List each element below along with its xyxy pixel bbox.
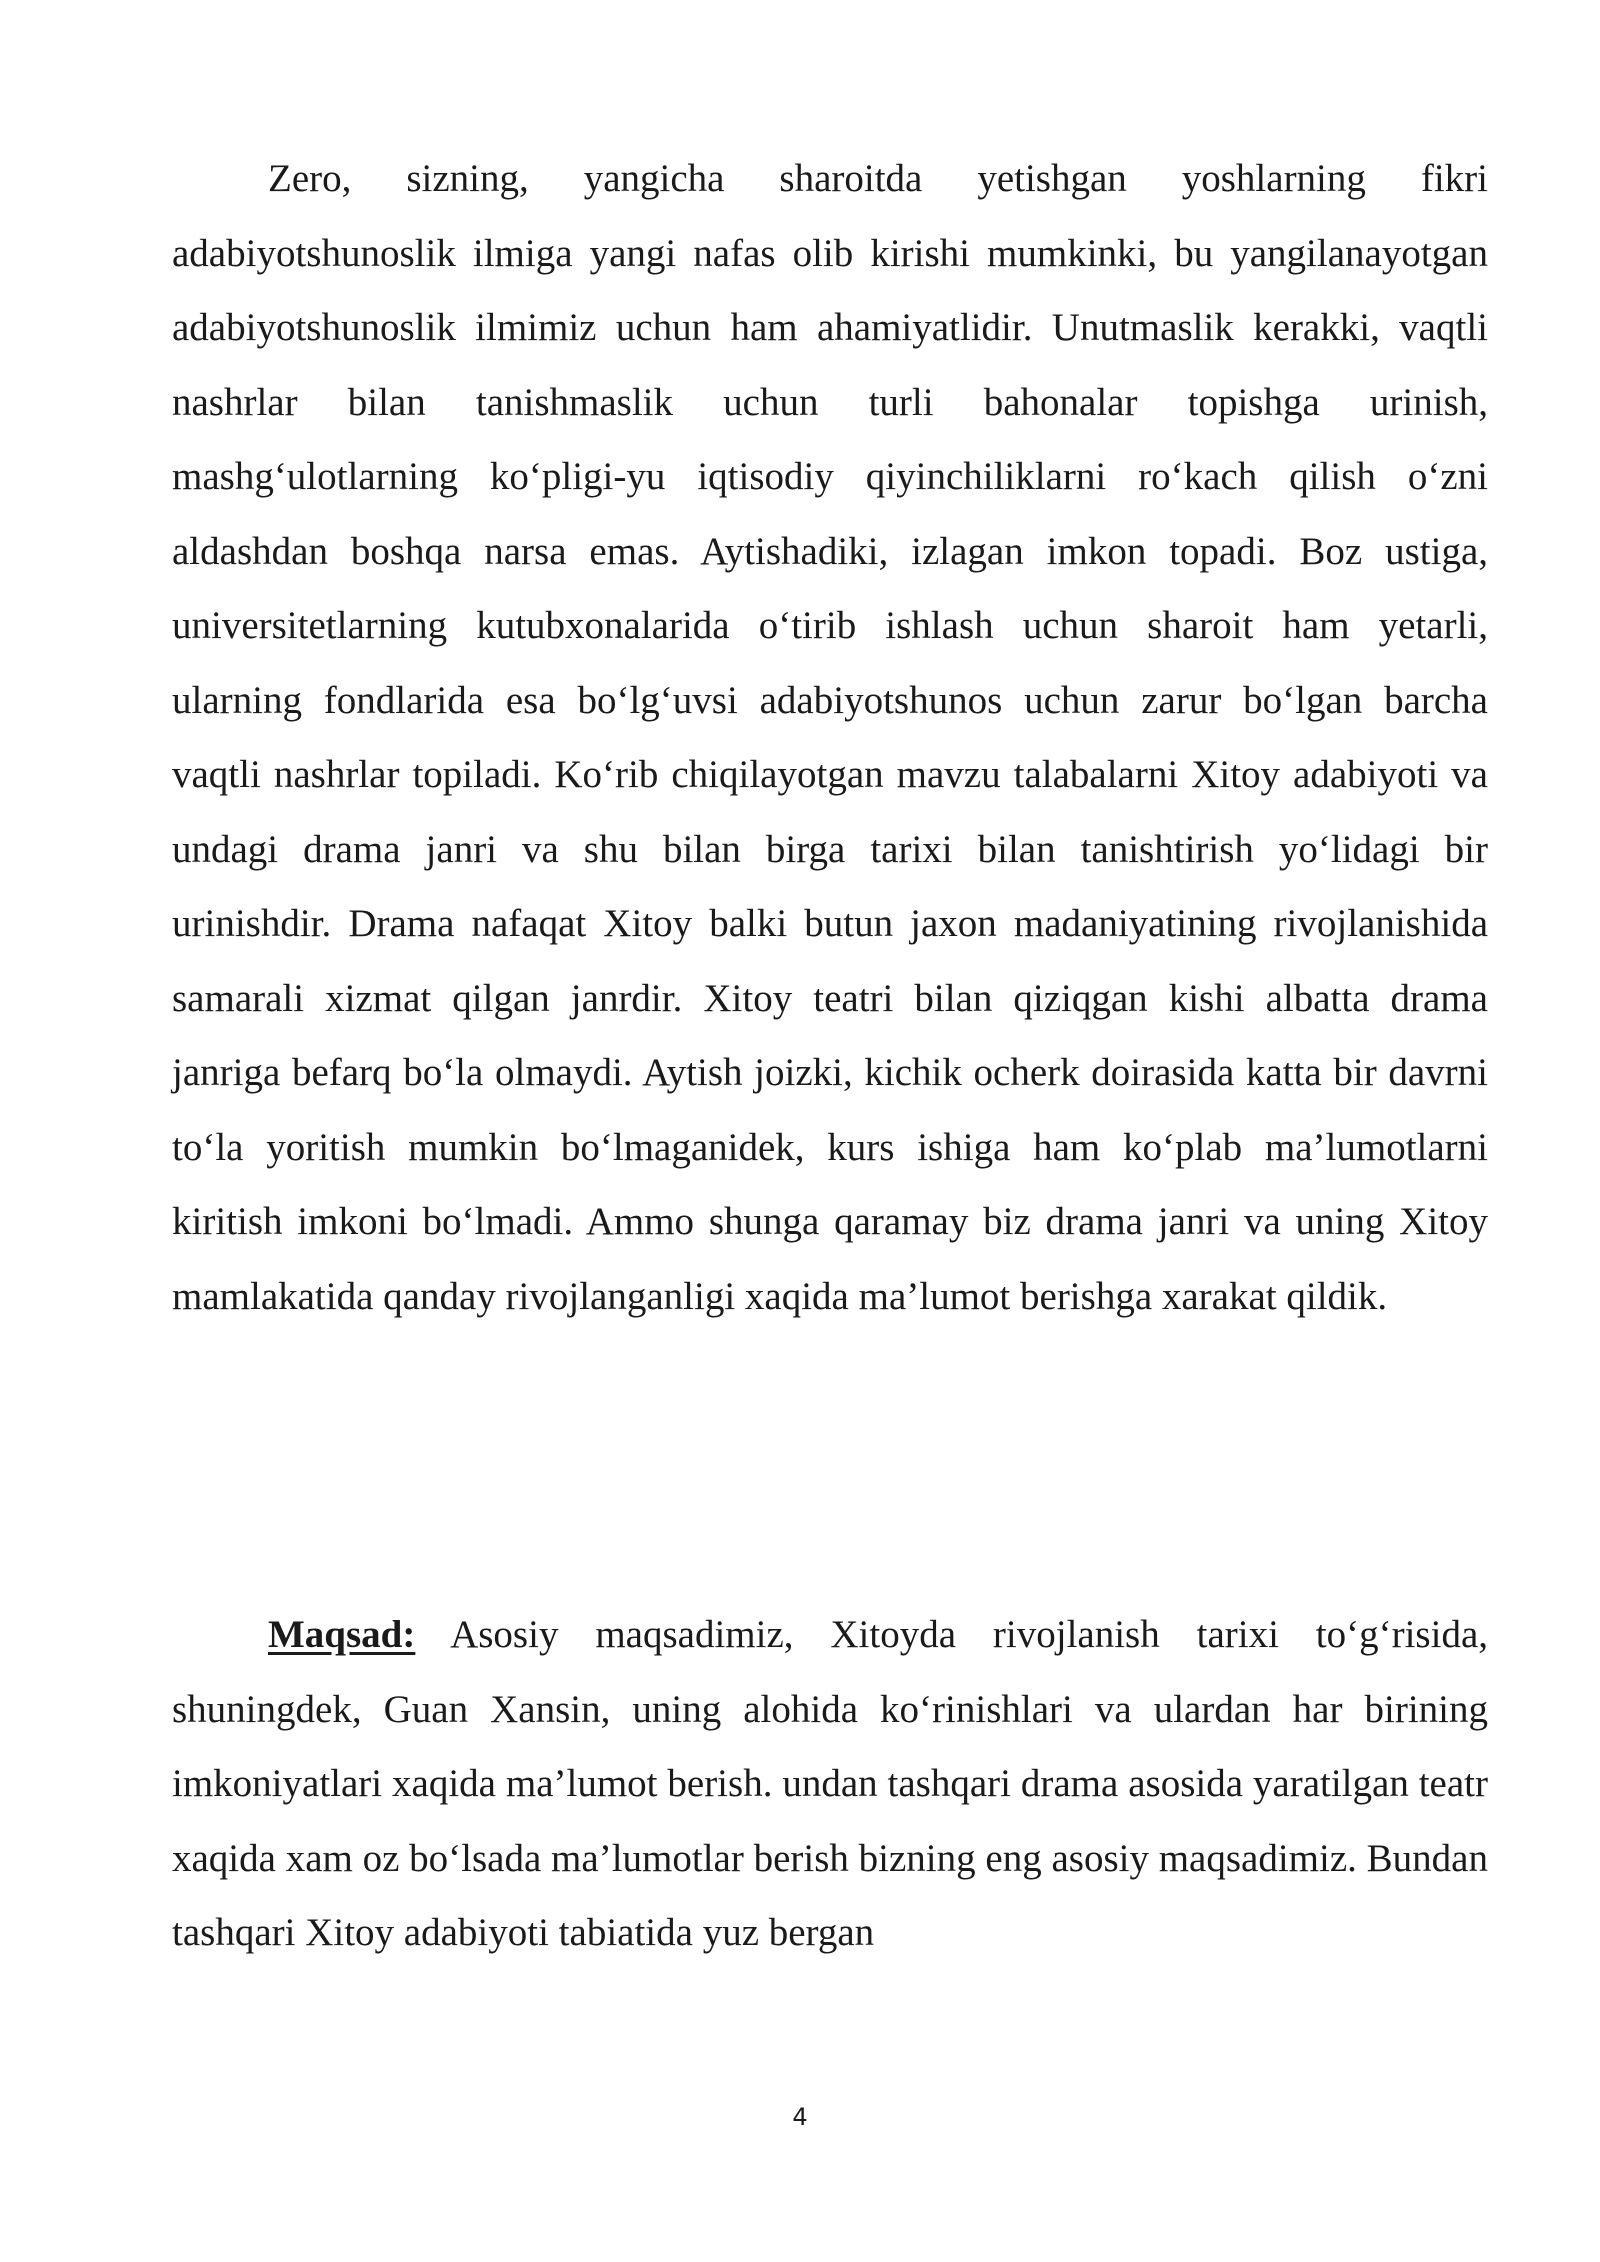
body-paragraph-intro: Zero, sizning, yangicha sharoitda yetishgan yoshlarning fikri adabiyotshunoslik ilmiga yangi nafas olib kirishi mumkinki, bu yangilanayotgan adabiyotshunoslik ilmimiz uchun ham ahamiyatlidir. Unutmaslik kerakki, vaqtli nashrlar bilan tanishmaslik uchun turli bahonalar topishga urinish, mashg‘ulotlarning ko‘pligi-yu iqtisodiy qiyinchiliklarni ro‘kach qilish o‘zni aldashdan boshqa narsa emas. Aytishadiki, izlagan imkon topadi. Boz ustiga, universitetlarning kutubxonalarida o‘tirib ishlash uchun sharoit ham yetarli, ularning fondlarida esa bo‘lg‘uvsi adabiyotshunos uchun zarur bo‘lgan barcha vaqtli nashrlar topiladi. Ko‘rib chiqilayotgan mavzu talabalarni Xitoy adabiyoti va undagi drama janri va shu bilan birga tarixi bilan tanishtirish yo‘lidagi bir urinishdir. Drama nafaqat Xitoy balki butun jaxon madaniyatining rivojlanishida samarali xizmat qilgan janrdir. Xitoy teatri bilan qiziqgan kishi albatta drama janriga befarq bo‘la olmaydi. Aytish joizki, kichik ocherk doirasida katta bir davrni to‘la yoritish mumkin bo‘lmaganidek, kurs ishiga ham ko‘plab ma’lumotlarni kiritish imkoni bo‘lmadi. Ammo shunga qaramay biz drama janri va uning Xitoy mamlakatida qanday rivojlanganligi xaqida ma’lumot berishga xarakat qildik. [172, 157, 1488, 1318]
purpose-text: Asosiy maqsadimiz, Xitoyda rivojlanish tarixi to‘g‘risida, shuningdek, Guan Xansin, uning alohida ko‘rinishlari va ulardan har birining imkoniyatlari xaqida ma’lumot berish. undan tashqari drama asosida yaratilgan teatr xaqida xam oz bo‘lsada ma’lumotlar berish bizning eng asosiy maqsadimiz. Bundan tashqari Xitoy adabiyoti tabiatida yuz bergan [172, 1613, 1488, 1954]
body-paragraph-purpose [172, 1598, 1488, 1971]
purpose-label: Maqsad: [268, 1613, 416, 1656]
page-number: 4 [792, 2103, 808, 2131]
